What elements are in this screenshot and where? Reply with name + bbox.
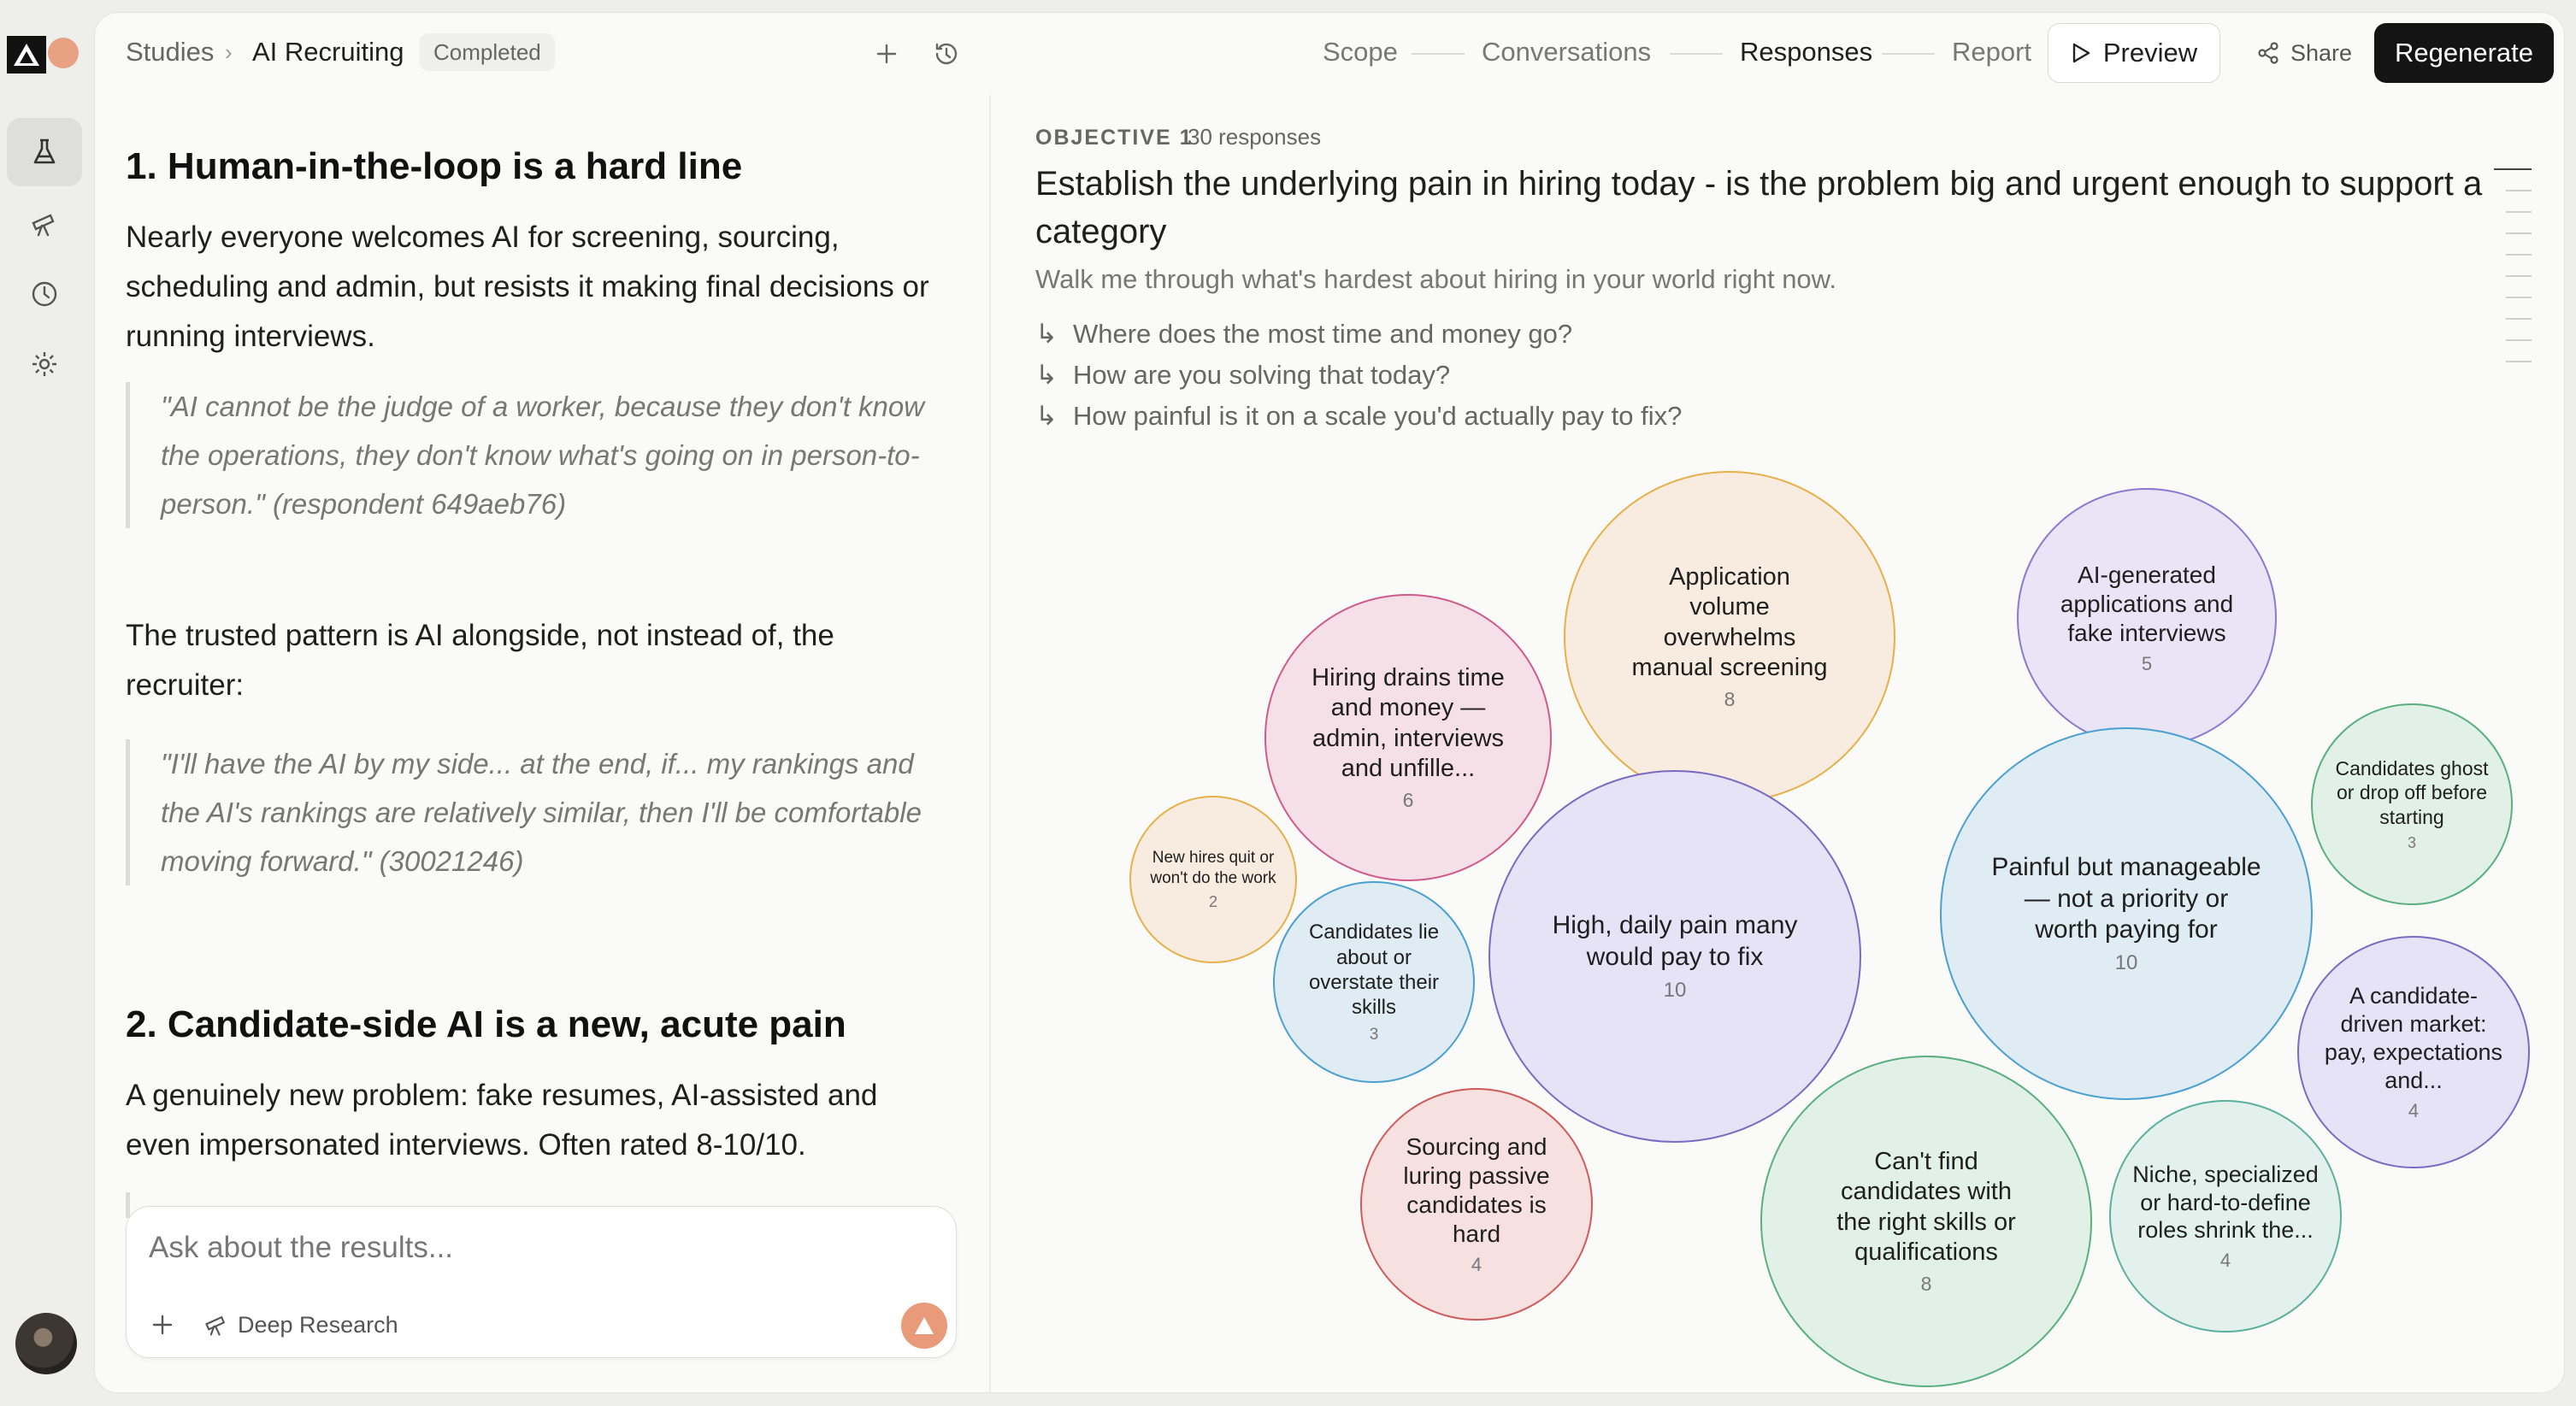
bubble-count: 10: [1663, 978, 1687, 1002]
bubble-label: Candidates ghost or drop off before starting: [2335, 757, 2489, 828]
objective-title: Establish the underlying pain in hiring today - is the problem big and urgent enough to support a category: [1035, 165, 2483, 250]
app-logo[interactable]: [7, 36, 46, 74]
section-1-body: Nearly everyone welcomes AI for screening, sourcing, scheduling and admin, but resists it making final decisions or running interviews.: [126, 221, 929, 353]
section-1-body-2: The trusted pattern is AI alongside, not instead of, the recruiter:: [126, 619, 834, 702]
bubble-label: Hiring drains time and money — admin, interviews and unfille...: [1312, 663, 1505, 782]
followup-text: How painful is it on a scale you'd actually pay to fix?: [1072, 401, 1683, 431]
preview-label: Preview: [2102, 38, 2198, 68]
bubble-count: 4: [2408, 1099, 2420, 1121]
breadcrumb-current-page: AI Recruiting: [252, 37, 404, 67]
bubble-theme[interactable]: [1488, 770, 1861, 1143]
status-badge: Completed: [420, 33, 555, 71]
bubble-label: A candidate-driven market: pay, expectations and...: [2324, 983, 2503, 1093]
attach-plus-icon[interactable]: [145, 1308, 180, 1342]
step-scope[interactable]: Scope: [1323, 37, 1398, 67]
user-avatar[interactable]: [15, 1313, 77, 1374]
reply-arrow-icon: ↳: [1035, 360, 1058, 390]
bubble-theme[interactable]: [2017, 488, 2277, 748]
telescope-nav-icon[interactable]: [7, 190, 82, 258]
settings-gear-icon[interactable]: [7, 330, 82, 398]
bubble-label: AI-generated applications and fake interviews: [2060, 561, 2234, 647]
left-rail: [0, 0, 94, 1406]
bubble-count: 8: [1724, 688, 1736, 711]
main-card: [94, 12, 2565, 1393]
objective-prompt: Walk me through what's hardest about hiring in your world right now.: [1035, 264, 1836, 294]
telescope-icon: [203, 1312, 229, 1338]
section-2-heading: 2. Candidate-side AI is a new, acute pain: [126, 1003, 846, 1045]
reply-arrow-icon: ↳: [1035, 401, 1058, 431]
bubble-theme[interactable]: [1273, 881, 1475, 1083]
preview-button[interactable]: [2048, 23, 2220, 83]
bubble-label: High, daily pain many would pay to fix: [1552, 911, 1798, 971]
step-conversations[interactable]: Conversations: [1482, 37, 1652, 67]
play-icon: [2071, 42, 2091, 64]
bubble-count: 8: [1920, 1273, 1932, 1296]
bubble-count: 6: [1402, 789, 1414, 812]
followup-text: How are you solving that today?: [1072, 360, 1451, 390]
send-arrow-icon: [913, 1315, 935, 1336]
bubble-count: 4: [1471, 1254, 1483, 1276]
bubble-theme[interactable]: [1129, 796, 1297, 963]
deep-research-label: Deep Research: [238, 1311, 398, 1338]
top-bar: [95, 13, 2565, 95]
step-report[interactable]: Report: [1952, 37, 2032, 67]
breadcrumb-studies[interactable]: Studies: [126, 37, 215, 67]
section-1-quote-2: "I'll have the AI by my side... at the end, if... my rankings and the AI's rankings are relatively similar, then I'll be comfortable moving forward." (30021246): [126, 739, 946, 885]
bubble-label: Can't find candidates with the right skills or qualifications: [1836, 1147, 2016, 1266]
step-connector: [1882, 53, 1935, 55]
bubble-theme[interactable]: [2311, 703, 2513, 905]
reply-arrow-icon: ↳: [1035, 319, 1058, 349]
step-connector: [1412, 53, 1465, 55]
step-responses[interactable]: Responses: [1740, 37, 1873, 67]
bubble-theme[interactable]: [2297, 936, 2530, 1168]
response-count: 30 responses: [1188, 124, 1322, 150]
objective-label: OBJECTIVE 1: [1035, 126, 1194, 150]
bubble-label: Candidates lie about or overstate their skills: [1308, 921, 1440, 1020]
responses-pane: [991, 95, 2565, 1393]
section-2-body: A genuinely new problem: fake resumes, AI-assisted and even impersonated interviews. Often rated 8-10/10.: [126, 1079, 878, 1162]
bubble-theme[interactable]: [2109, 1100, 2342, 1332]
followup-text: Where does the most time and money go?: [1072, 319, 1573, 349]
send-button[interactable]: [901, 1303, 947, 1349]
report-pane: [95, 95, 989, 1393]
bubble-label: Sourcing and luring passive candidates is hard: [1403, 1132, 1550, 1248]
section-1-heading: 1. Human-in-the-loop is a hard line: [126, 145, 743, 187]
bubble-label: Niche, specialized or hard-to-define roles shrink the...: [2132, 1161, 2319, 1244]
bubble-count: 3: [1369, 1025, 1379, 1044]
bubble-chart: [991, 95, 2565, 1393]
bubble-theme[interactable]: [1564, 471, 1895, 803]
bubble-count: 5: [2141, 653, 2153, 675]
bubble-count: 2: [1208, 892, 1217, 910]
bubble-theme[interactable]: [1264, 594, 1552, 881]
bubble-theme[interactable]: [1360, 1088, 1593, 1321]
share-label: Share: [2290, 39, 2353, 66]
history-nav-icon[interactable]: [7, 260, 82, 328]
workspace-dot[interactable]: [48, 38, 79, 68]
studies-nav-icon[interactable]: [7, 118, 82, 186]
bubble-count: 10: [2114, 950, 2138, 974]
breadcrumb-separator: ›: [225, 39, 233, 65]
bubble-theme[interactable]: [1940, 727, 2313, 1100]
bubble-label: Painful but manageable — not a priority or worth paying for: [1991, 853, 2261, 944]
history-clock-icon[interactable]: [929, 37, 964, 71]
bubble-count: 3: [2407, 833, 2416, 851]
bubble-count: 4: [2219, 1250, 2231, 1272]
ask-box: [126, 1206, 957, 1358]
ask-input[interactable]: [149, 1224, 918, 1272]
bubble-label: Application volume overwhelms manual screening: [1631, 562, 1828, 681]
step-connector: [1670, 53, 1723, 55]
bubble-label: New hires quit or won't do the work: [1150, 849, 1276, 887]
deep-research-toggle[interactable]: [203, 1306, 398, 1344]
section-1-quote: "AI cannot be the judge of a worker, because they don't know the operations, they don't know what's going on in person-to-person." (respondent 649aeb76): [126, 382, 946, 528]
add-plus-icon[interactable]: [869, 37, 904, 71]
share-button[interactable]: [2244, 23, 2364, 83]
regenerate-button[interactable]: Regenerate: [2374, 23, 2554, 83]
share-icon: [2256, 41, 2280, 65]
bubble-theme[interactable]: [1760, 1056, 2092, 1387]
